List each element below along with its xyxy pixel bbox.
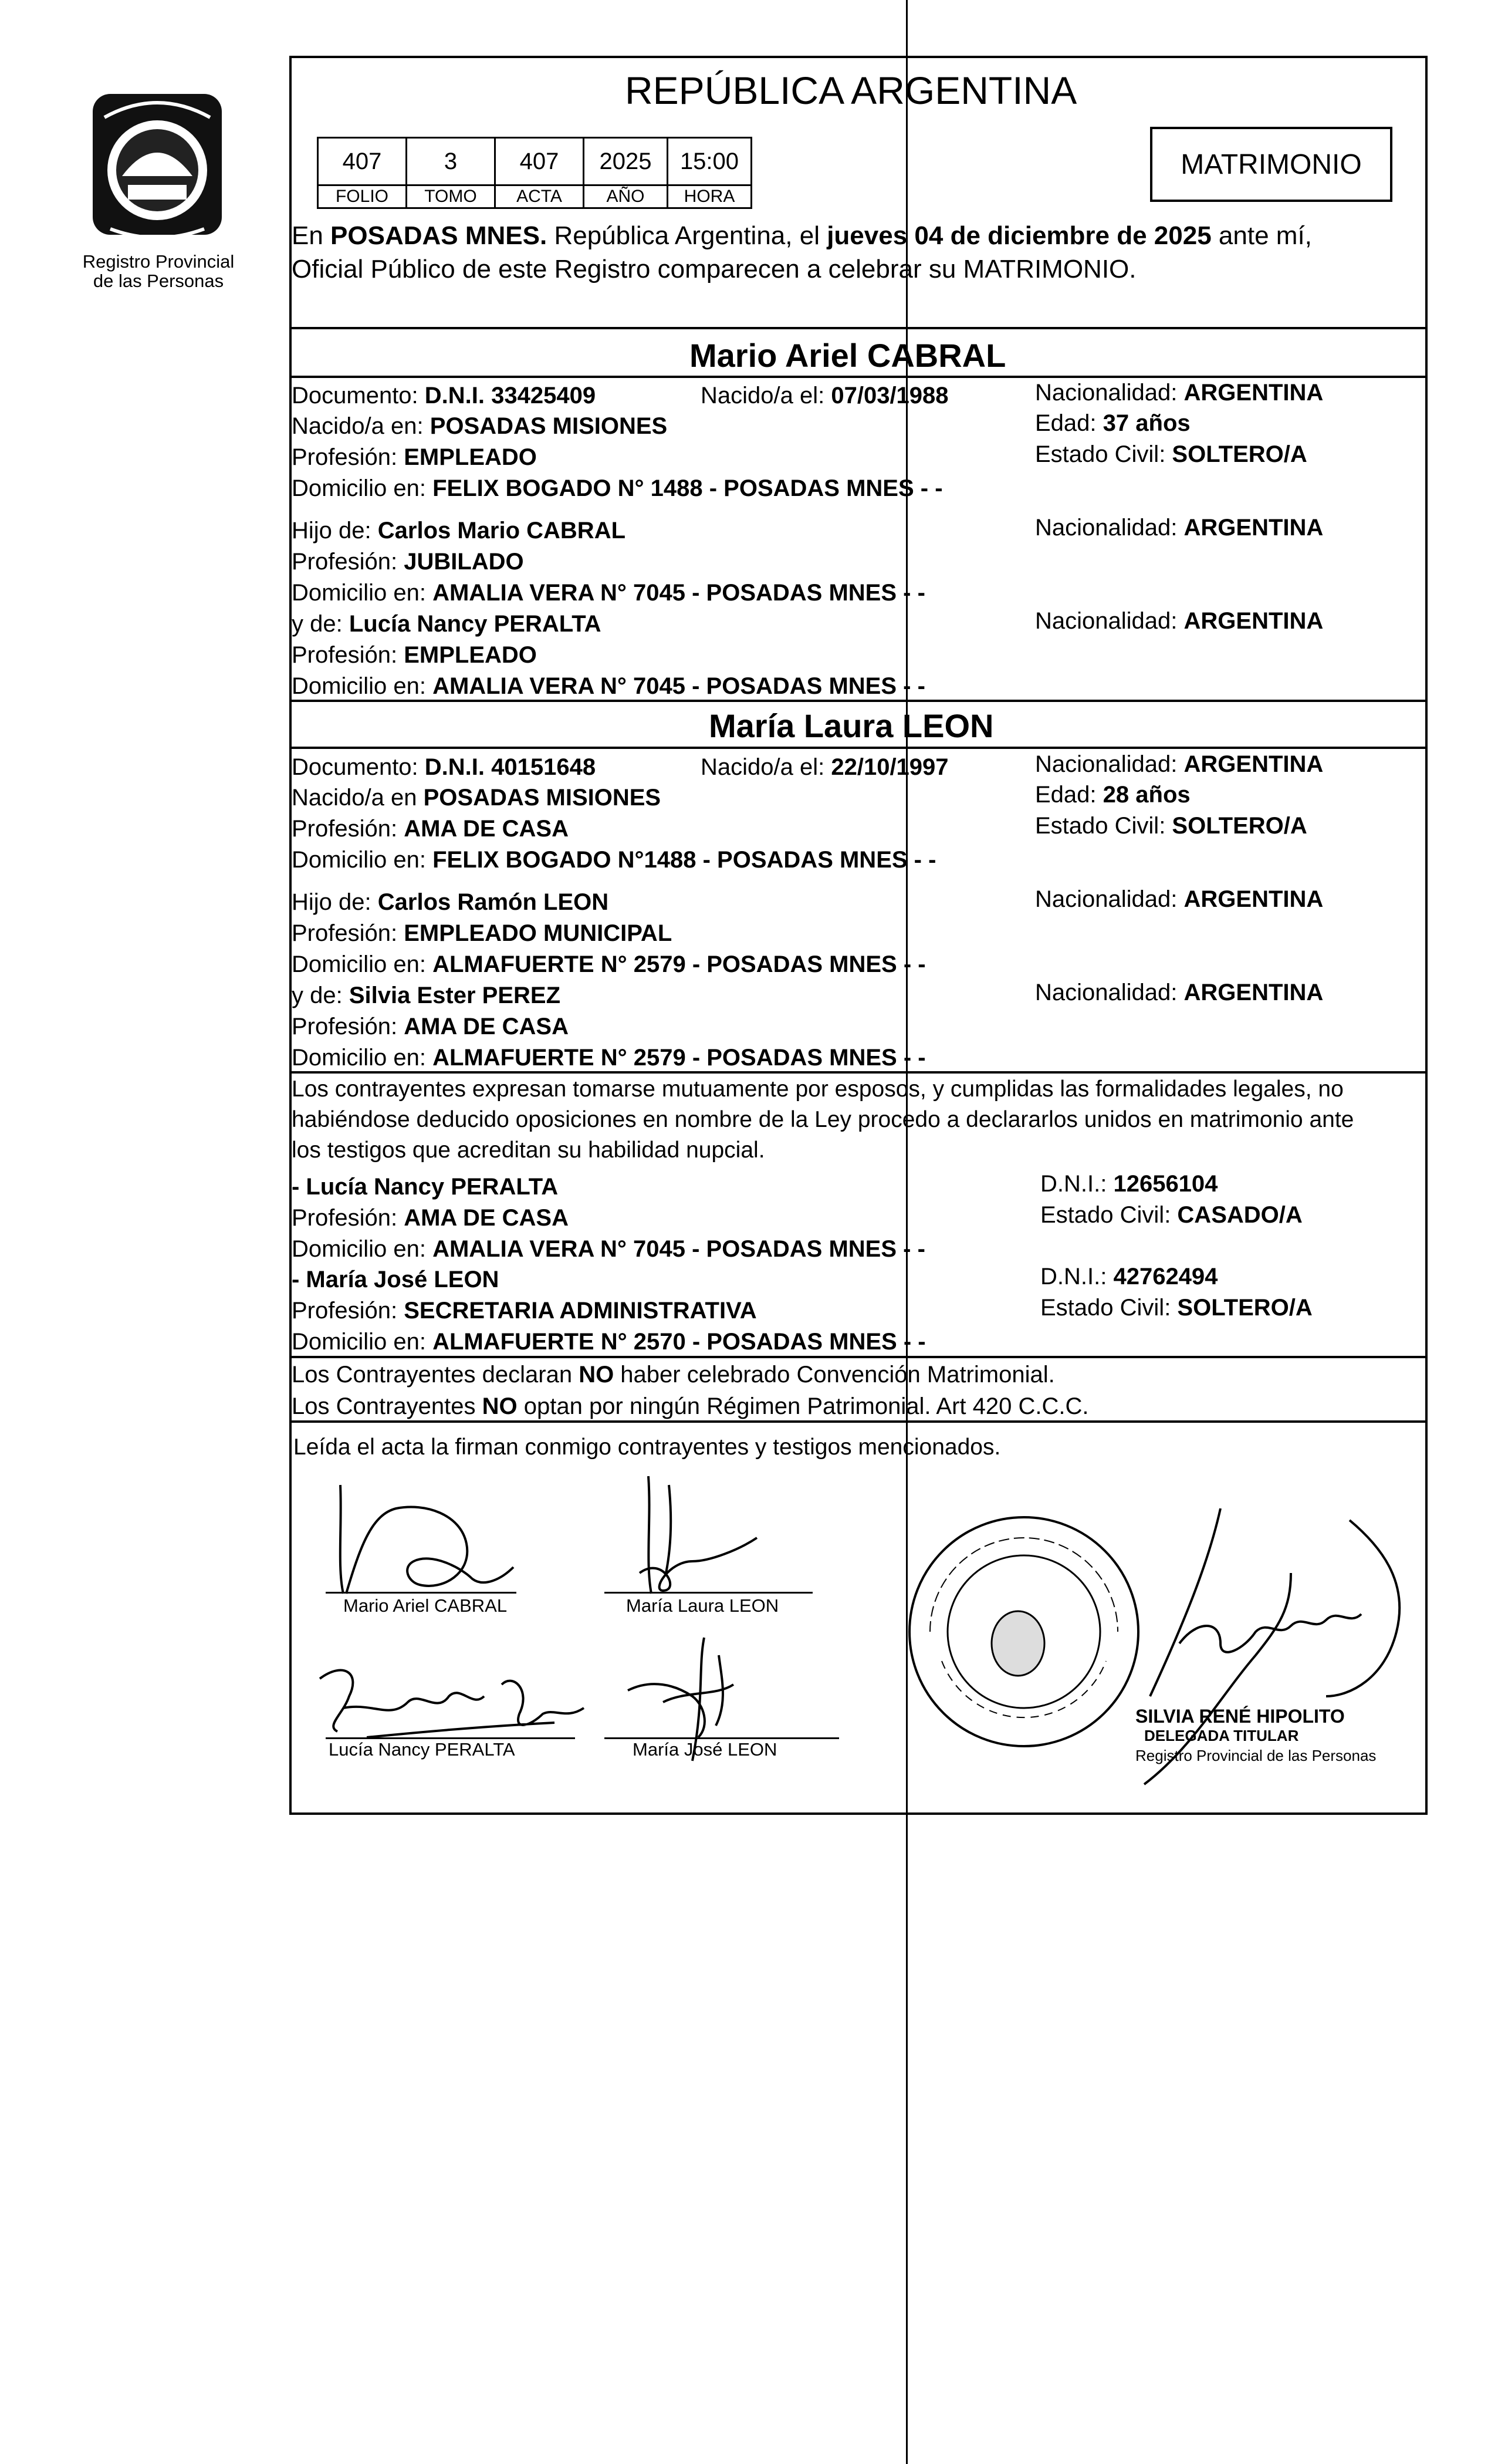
regime-2-no: NO <box>482 1393 518 1419</box>
folio-table <box>317 137 752 209</box>
witness-1-dni-value: 12656104 <box>1113 1171 1218 1197</box>
bride-name: María Laura LEON <box>709 707 994 744</box>
signature-label-bride: María Laura LEON <box>626 1595 779 1616</box>
bride-mother-profession <box>292 1012 569 1041</box>
declaration-top-line <box>289 1071 1428 1074</box>
bride-father-address <box>292 950 926 978</box>
bride-mother-dom-label: Domicilio en: <box>292 1045 433 1071</box>
groom-nationality <box>1035 379 1323 407</box>
groom-nat-label: Nacionalidad: <box>1035 380 1184 406</box>
logo-caption-line2: de las Personas <box>93 270 224 291</box>
bride-doc-value: D.N.I. 40151648 <box>424 754 596 780</box>
intro-line-1 <box>292 221 1312 252</box>
bride-nat-value: ARGENTINA <box>1183 751 1324 777</box>
bride-nationality <box>1035 750 1323 778</box>
witness-1-dni-label: D.N.I.: <box>1040 1171 1114 1197</box>
folio-label: FOLIO <box>318 185 407 208</box>
hora-value: 15:00 <box>668 138 752 185</box>
intro-1-c: República Argentina, el <box>547 221 827 250</box>
groom-profession <box>292 443 537 471</box>
bride-prof-value: AMA DE CASA <box>404 816 569 842</box>
groom-mother-address <box>292 672 925 700</box>
groom-dom-value: FELIX BOGADO N° 1488 - POSADAS MNES - - <box>432 475 943 501</box>
groom-age <box>1035 409 1191 437</box>
groom-mother-prof-label: Profesión: <box>292 642 404 668</box>
regime-1-no: NO <box>579 1362 614 1388</box>
witness-1-civil <box>1040 1201 1303 1229</box>
regime-top-line <box>289 1356 1428 1358</box>
official-name: SILVIA RENÉ HIPOLITO <box>1135 1706 1345 1727</box>
closing-text: Leída el acta la firman conmigo contrayentes y testigos mencionados. <box>293 1434 1001 1460</box>
witness-1-prof-value: AMA DE CASA <box>404 1205 569 1231</box>
official-office: Registro Provincial de las Personas <box>1135 1747 1377 1764</box>
witness-1-name: - Lucía Nancy PERALTA <box>292 1174 559 1200</box>
groom-father <box>292 517 625 545</box>
official-signature-icon <box>1103 1503 1432 1831</box>
groom-mother-nationality <box>1035 607 1323 635</box>
acta-label: ACTA <box>495 185 584 208</box>
folio-value: 407 <box>318 138 407 185</box>
registry-logo <box>81 82 234 258</box>
witness-1-prof-label: Profesión: <box>292 1205 404 1231</box>
groom-mother-dom-label: Domicilio en: <box>292 673 433 699</box>
witness-2-address <box>292 1328 926 1356</box>
groom-dom-label: Domicilio en: <box>292 475 433 501</box>
groom-civil <box>1035 440 1307 468</box>
groom-birthplace <box>292 412 667 440</box>
groom-top-line <box>289 327 1428 329</box>
signature-groom-icon <box>326 1479 519 1602</box>
witness-2-dni-label: D.N.I.: <box>1040 1264 1114 1290</box>
groom-doc-value: D.N.I. 33425409 <box>424 383 596 409</box>
bride-dom-label: Domicilio en: <box>292 847 433 873</box>
witness-2-prof-label: Profesión: <box>292 1298 404 1324</box>
hora-label: HORA <box>668 185 752 208</box>
groom-father-nat-label: Nacionalidad: <box>1035 515 1184 541</box>
groom-mother <box>292 610 601 638</box>
bride-born <box>701 753 949 781</box>
groom-father-prof-value: JUBILADO <box>404 549 524 575</box>
bride-father <box>292 888 608 916</box>
signature-witness1-icon <box>308 1655 601 1743</box>
witness-2-profession <box>292 1297 757 1325</box>
bride-dom-value: FELIX BOGADO N°1488 - POSADAS MNES - - <box>432 847 936 873</box>
groom-birthplace-label: Nacido/a en: <box>292 413 430 439</box>
groom-father-name: Carlos Mario CABRAL <box>377 518 626 544</box>
groom-mother-label: y de: <box>292 611 349 637</box>
act-type-box <box>1150 127 1392 202</box>
groom-born <box>701 382 949 410</box>
groom-father-dom-label: Domicilio en: <box>292 580 433 606</box>
groom-mother-nat-label: Nacionalidad: <box>1035 608 1184 634</box>
witness-1-civil-label: Estado Civil: <box>1040 1202 1178 1228</box>
bride-civil <box>1035 812 1307 840</box>
witness-2-civil <box>1040 1294 1313 1322</box>
tomo-label: TOMO <box>407 185 495 208</box>
groom-mother-nat-value: ARGENTINA <box>1183 608 1324 634</box>
bride-father-nat-label: Nacionalidad: <box>1035 886 1184 912</box>
bride-mother-nat-value: ARGENTINA <box>1183 980 1324 1005</box>
bride-civil-value: SOLTERO/A <box>1172 813 1307 839</box>
bride-birthplace <box>292 784 661 812</box>
groom-father-nationality <box>1035 514 1323 542</box>
regime-2-c: optan por ningún Régimen Patrimonial. Art 420 C.C.C. <box>517 1393 1089 1419</box>
bride-father-prof-value: EMPLEADO MUNICIPAL <box>404 920 672 946</box>
witness-2-civil-label: Estado Civil: <box>1040 1295 1178 1321</box>
witness-2-dom-value: ALMAFUERTE N° 2570 - POSADAS MNES - - <box>432 1329 926 1355</box>
signatures-top-line <box>289 1420 1428 1423</box>
signature-label-witness1: Lucía Nancy PERALTA <box>329 1739 515 1760</box>
witness-1-dom-label: Domicilio en: <box>292 1236 433 1262</box>
witness-2-name: - María José LEON <box>292 1267 499 1292</box>
signature-line-groom <box>326 1592 516 1594</box>
bride-top-line <box>289 700 1428 702</box>
bride-nat-label: Nacionalidad: <box>1035 751 1184 777</box>
groom-birthplace-value: POSADAS MISIONES <box>430 413 668 439</box>
regime-1-c: haber celebrado Convención Matrimonial. <box>614 1362 1055 1388</box>
logo-caption <box>53 252 264 291</box>
witness-2-civil-value: SOLTERO/A <box>1177 1295 1313 1321</box>
bride-mother-address <box>292 1044 926 1072</box>
bride-birthplace-value: POSADAS MISIONES <box>423 785 661 811</box>
bride-age-value: 28 años <box>1103 782 1191 808</box>
witness-2-dni <box>1040 1263 1218 1291</box>
bride-father-label: Hijo de: <box>292 889 378 915</box>
bride-profession <box>292 815 569 843</box>
bride-mother-nat-label: Nacionalidad: <box>1035 980 1184 1005</box>
bride-born-label: Nacido/a el: <box>701 754 831 780</box>
signature-label-witness2: María José LEON <box>633 1739 777 1760</box>
intro-1-a: En <box>292 221 331 250</box>
signature-line-bride <box>604 1592 813 1594</box>
groom-prof-value: EMPLEADO <box>404 444 537 470</box>
bride-father-nat-value: ARGENTINA <box>1183 886 1324 912</box>
act-type: MATRIMONIO <box>1181 148 1362 180</box>
anio-label: AÑO <box>584 185 668 208</box>
bride-mother-name: Silvia Ester PEREZ <box>349 983 560 1008</box>
regime-line-1 <box>292 1361 1055 1389</box>
bride-father-nationality <box>1035 885 1323 913</box>
country-title: REPÚBLICA ARGENTINA <box>625 69 1077 112</box>
bride-doc <box>292 753 596 781</box>
groom-doc <box>292 382 596 410</box>
bride-father-profession <box>292 919 672 947</box>
groom-mother-prof-value: EMPLEADO <box>404 642 537 668</box>
bride-prof-label: Profesión: <box>292 816 404 842</box>
groom-name-line <box>289 376 1428 378</box>
groom-father-profession <box>292 548 524 576</box>
intro-date: jueves 04 de diciembre de 2025 <box>827 221 1212 250</box>
bride-age-label: Edad: <box>1035 782 1103 808</box>
regime-2-a: Los Contrayentes <box>292 1393 482 1419</box>
groom-father-dom-value: AMALIA VERA N° 7045 - POSADAS MNES - - <box>432 580 925 606</box>
bride-age <box>1035 781 1191 809</box>
logo-caption-line1: Registro Provincial <box>82 251 235 272</box>
bride-mother-prof-value: AMA DE CASA <box>404 1014 569 1039</box>
bride-mother-label: y de: <box>292 983 349 1008</box>
intro-1-e: ante mí, <box>1211 221 1312 250</box>
bride-civil-label: Estado Civil: <box>1035 813 1172 839</box>
groom-civil-label: Estado Civil: <box>1035 441 1172 467</box>
bride-father-prof-label: Profesión: <box>292 920 404 946</box>
groom-age-value: 37 años <box>1103 410 1191 436</box>
bride-doc-label: Documento: <box>292 754 425 780</box>
bride-mother <box>292 981 560 1010</box>
bride-address <box>292 846 936 874</box>
bride-father-name: Carlos Ramón LEON <box>377 889 609 915</box>
witness-1-profession <box>292 1204 569 1232</box>
groom-father-address <box>292 579 925 607</box>
groom-father-label: Hijo de: <box>292 518 378 544</box>
witness-1-address <box>292 1235 925 1263</box>
declaration-line-2: habiéndose deducido oposiciones en nombre de la Ley procedo a declararlos unidos en matrimonio ante <box>292 1107 1354 1132</box>
groom-father-nat-value: ARGENTINA <box>1183 515 1324 541</box>
bride-mother-prof-label: Profesión: <box>292 1014 404 1039</box>
groom-name: Mario Ariel CABRAL <box>689 337 1006 374</box>
groom-address <box>292 474 943 502</box>
tomo-value: 3 <box>407 138 495 185</box>
groom-mother-profession <box>292 641 537 669</box>
witness-2-prof-value: SECRETARIA ADMINISTRATIVA <box>404 1298 757 1324</box>
province-seal-icon <box>81 82 234 258</box>
witness-2-dni-value: 42762494 <box>1113 1264 1218 1290</box>
witness-1-dom-value: AMALIA VERA N° 7045 - POSADAS MNES - - <box>432 1236 925 1262</box>
witness-1-dni <box>1040 1170 1218 1198</box>
groom-civil-value: SOLTERO/A <box>1172 441 1307 467</box>
groom-doc-label: Documento: <box>292 383 425 409</box>
signature-bride-icon <box>604 1473 780 1602</box>
bride-born-value: 22/10/1997 <box>831 754 949 780</box>
groom-nat-value: ARGENTINA <box>1183 380 1324 406</box>
regime-1-a: Los Contrayentes declaran <box>292 1362 579 1388</box>
groom-mother-dom-value: AMALIA VERA N° 7045 - POSADAS MNES - - <box>432 673 925 699</box>
bride-mother-nationality <box>1035 978 1323 1007</box>
groom-age-label: Edad: <box>1035 410 1103 436</box>
groom-father-prof-label: Profesión: <box>292 549 404 575</box>
declaration-line-1: Los contrayentes expresan tomarse mutuamente por esposos, y cumplidas las formalidades legales, no <box>292 1076 1344 1102</box>
regime-line-2 <box>292 1392 1089 1420</box>
groom-born-label: Nacido/a el: <box>701 383 831 409</box>
declaration-line-3: los testigos que acreditan su habilidad nupcial. <box>292 1138 765 1163</box>
groom-mother-name: Lucía Nancy PERALTA <box>349 611 601 637</box>
official-title: DELEGADA TITULAR <box>1144 1727 1299 1744</box>
intro-line-2: Oficial Público de este Registro comparecen a celebrar su MATRIMONIO. <box>292 255 1137 283</box>
groom-prof-label: Profesión: <box>292 444 404 470</box>
anio-value: 2025 <box>584 138 668 185</box>
witness-2-dom-label: Domicilio en: <box>292 1329 433 1355</box>
bride-father-dom-label: Domicilio en: <box>292 951 433 977</box>
frame-top-line <box>289 56 1428 58</box>
intro-place: POSADAS MNES. <box>330 221 547 250</box>
bride-name-line <box>289 747 1428 749</box>
acta-value: 407 <box>495 138 584 185</box>
bride-birthplace-label: Nacido/a en <box>292 785 424 811</box>
groom-born-value: 07/03/1988 <box>831 383 949 409</box>
bride-mother-dom-value: ALMAFUERTE N° 2579 - POSADAS MNES - - <box>432 1045 926 1071</box>
witness-1-civil-value: CASADO/A <box>1177 1202 1303 1228</box>
signature-label-groom: Mario Ariel CABRAL <box>343 1595 508 1616</box>
bride-father-dom-value: ALMAFUERTE N° 2579 - POSADAS MNES - - <box>432 951 926 977</box>
